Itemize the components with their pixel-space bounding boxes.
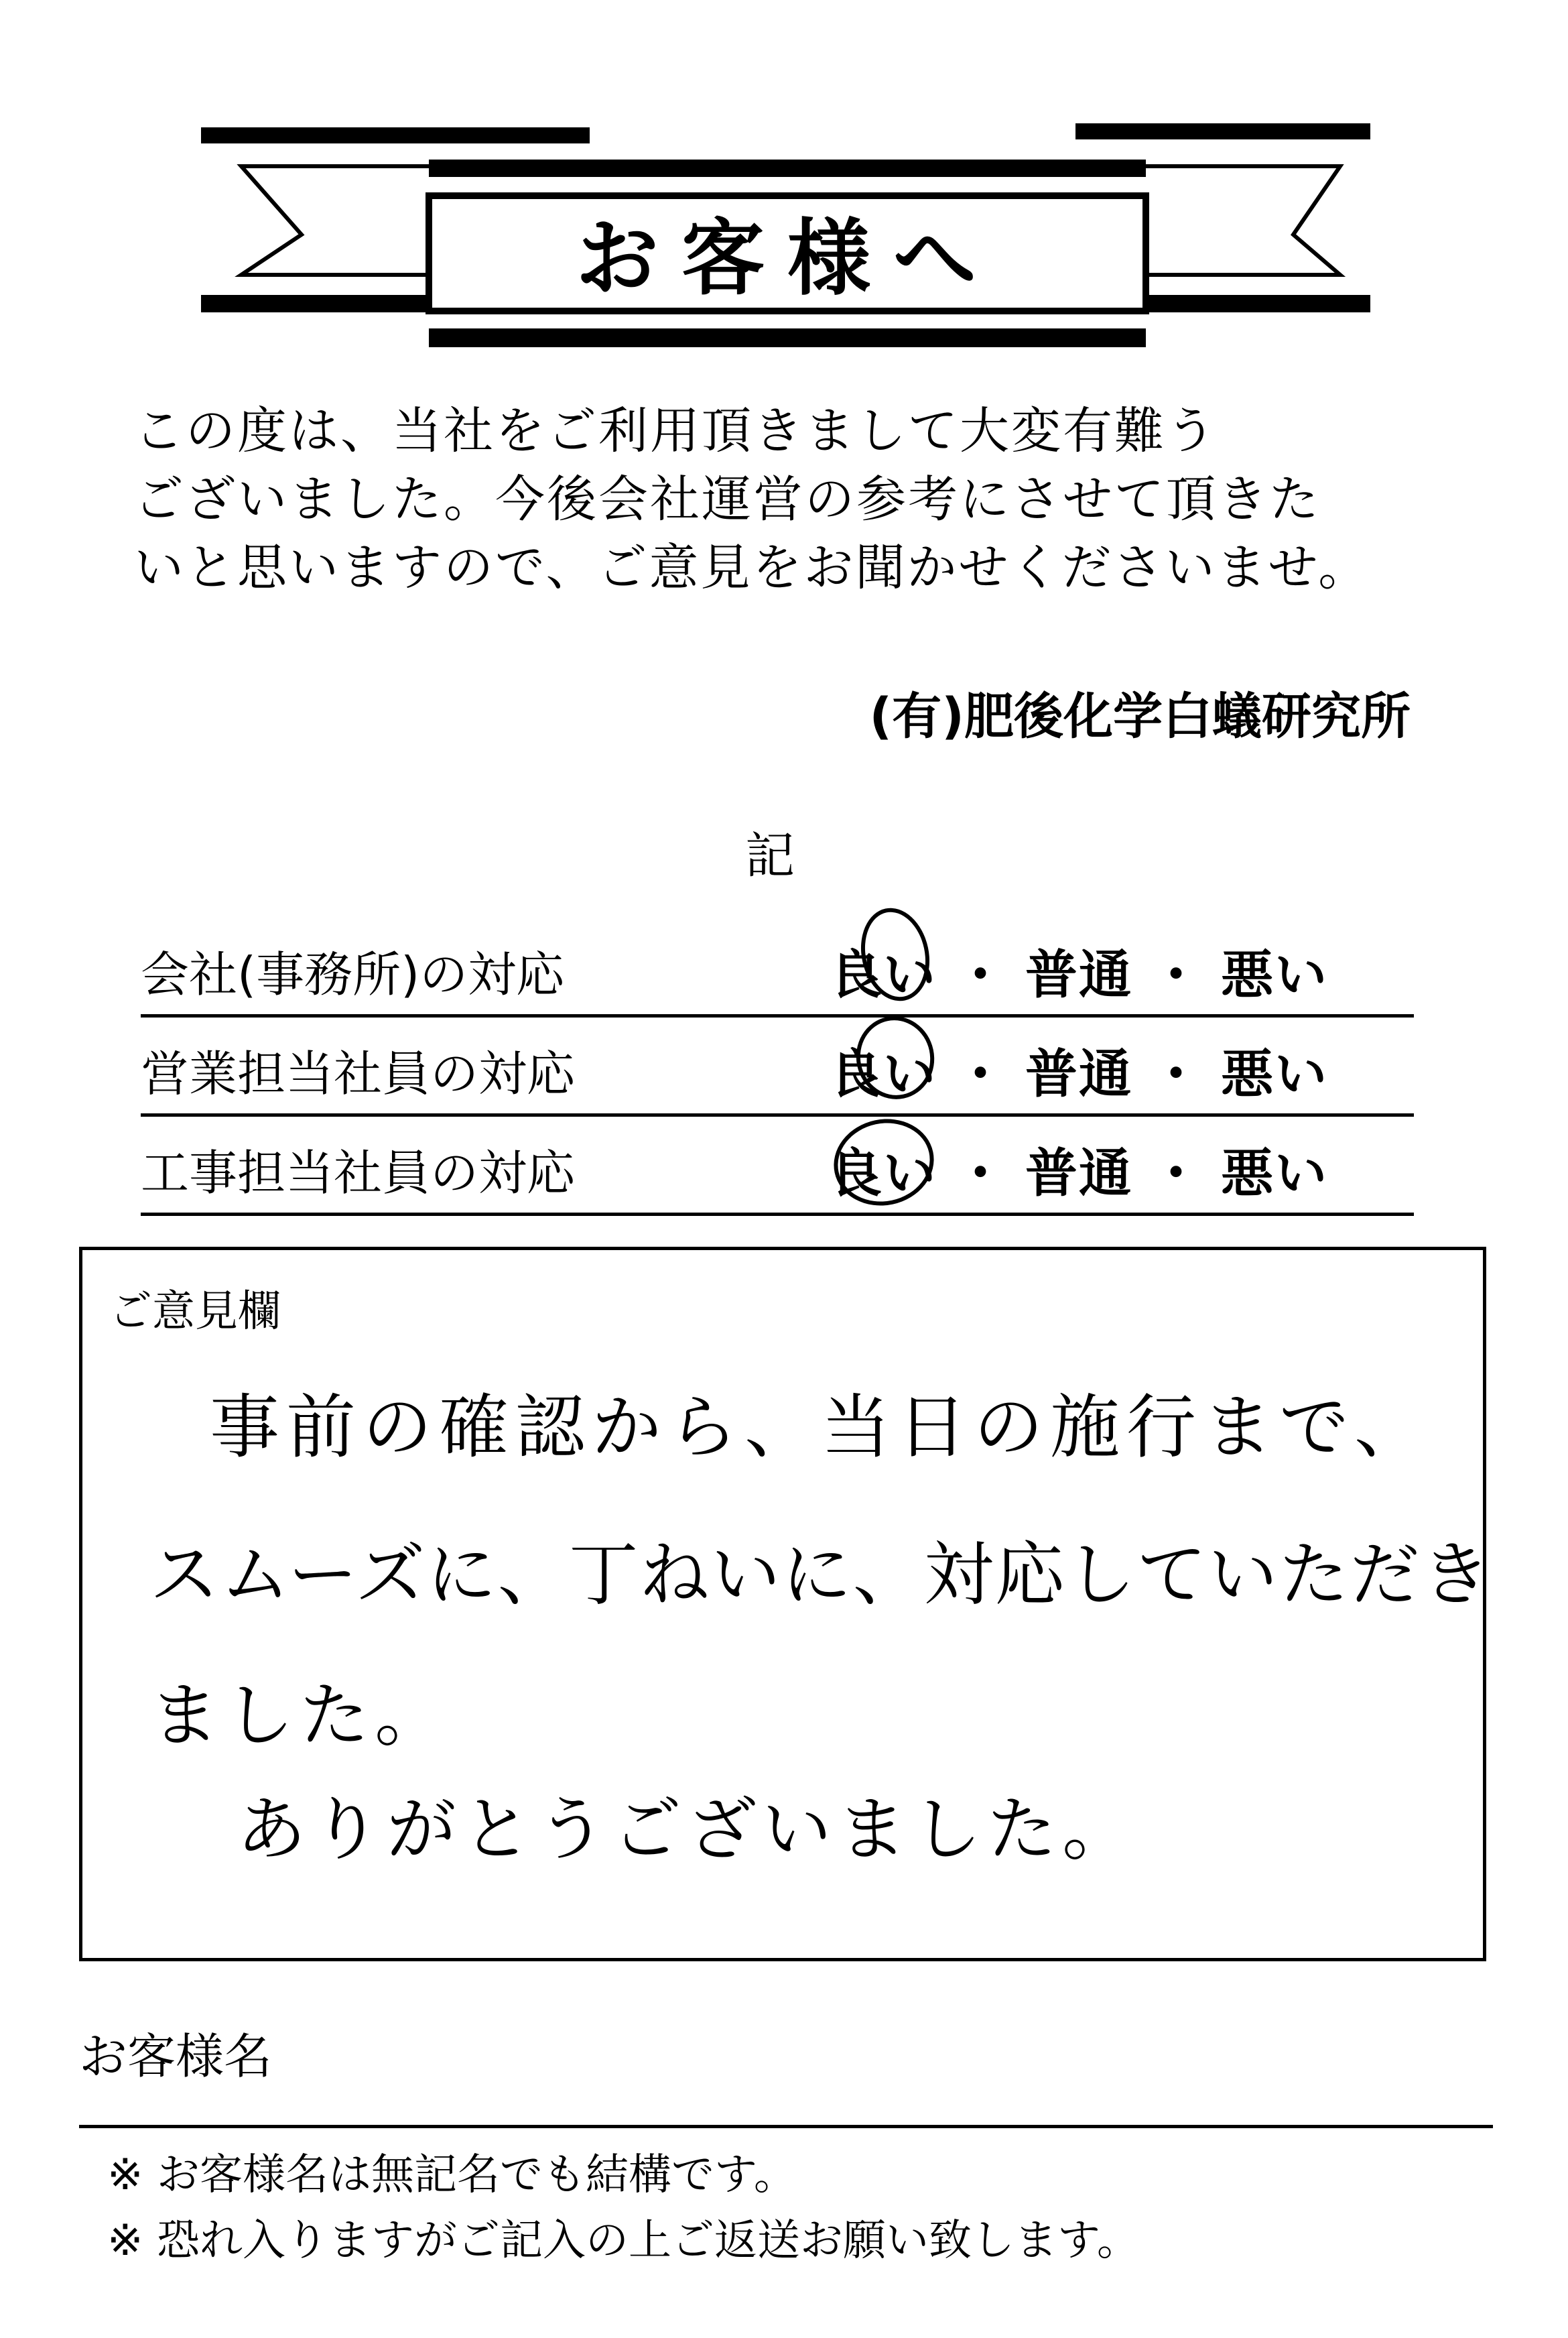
company-name: (有)肥後化学白蟻研究所 — [869, 688, 1411, 745]
rating-label: 営業担当社員の対応 — [141, 1046, 576, 1102]
handwritten-line: ました。 — [149, 1674, 450, 1756]
ki-heading: 記 — [745, 827, 795, 885]
rating-row-company — [141, 918, 1414, 1018]
option-separator: ・ — [1150, 1044, 1204, 1105]
intro-line: いと思いますので、ご意見をお聞かせくださいませ。 — [134, 539, 1370, 597]
banner-title: お客様へ — [575, 210, 999, 307]
option-bad[interactable]: 悪い — [1221, 1044, 1329, 1105]
footnote: ※ お客様名は無記名でも結構です。 — [107, 2150, 797, 2200]
option-separator: ・ — [954, 945, 1008, 1005]
option-separator: ・ — [954, 1144, 1008, 1204]
footnote: ※ 恐れ入りますがご記入の上ご返送お願い致します。 — [107, 2216, 1140, 2266]
opinion-box[interactable] — [79, 1247, 1492, 1961]
intro-text — [134, 397, 1434, 602]
rating-options — [830, 933, 1328, 1008]
rating-row-construction — [141, 1117, 1414, 1216]
option-separator: ・ — [1150, 1144, 1204, 1204]
option-good[interactable]: 良い — [830, 1032, 937, 1107]
intro-line: この度は、当社をご利用頂きまして大変有難う — [134, 402, 1218, 460]
handwritten-line: ありがとうございました。 — [237, 1788, 1138, 1870]
rating-label: 工事担当社員の対応 — [141, 1145, 576, 1201]
rating-options — [830, 1131, 1328, 1207]
customer-name-line[interactable] — [79, 2125, 1493, 2128]
handwritten-comment — [82, 1250, 1492, 1958]
customer-name-label: お客様名 — [79, 2028, 273, 2085]
rating-options — [830, 1032, 1328, 1107]
option-normal[interactable]: 普通 — [1025, 945, 1133, 1005]
rating-row-sales — [141, 1018, 1414, 1117]
option-normal[interactable]: 普通 — [1025, 1144, 1133, 1204]
option-normal[interactable]: 普通 — [1025, 1044, 1133, 1105]
intro-line: ございました。今後会社運営の参考にさせて頂きた — [134, 471, 1321, 528]
rating-label: 会社(事務所)の対応 — [141, 946, 565, 1003]
option-bad[interactable]: 悪い — [1221, 1144, 1329, 1204]
option-good[interactable]: 良い — [830, 1131, 937, 1207]
option-separator: ・ — [1150, 945, 1204, 1005]
rating-underline — [141, 1213, 1414, 1216]
option-separator: ・ — [954, 1044, 1008, 1105]
opinion-label: ご意見欄 — [109, 1287, 281, 1337]
option-bad[interactable]: 悪い — [1221, 945, 1329, 1005]
handwritten-line: 事前の確認から、当日の施行まで、 — [210, 1386, 1431, 1468]
banner-graphic — [0, 0, 1568, 375]
option-good[interactable]: 良い — [830, 933, 937, 1008]
footnotes — [107, 2142, 1140, 2274]
handwritten-line: スムーズに、丁ねいに、対応していただき — [149, 1534, 1492, 1615]
